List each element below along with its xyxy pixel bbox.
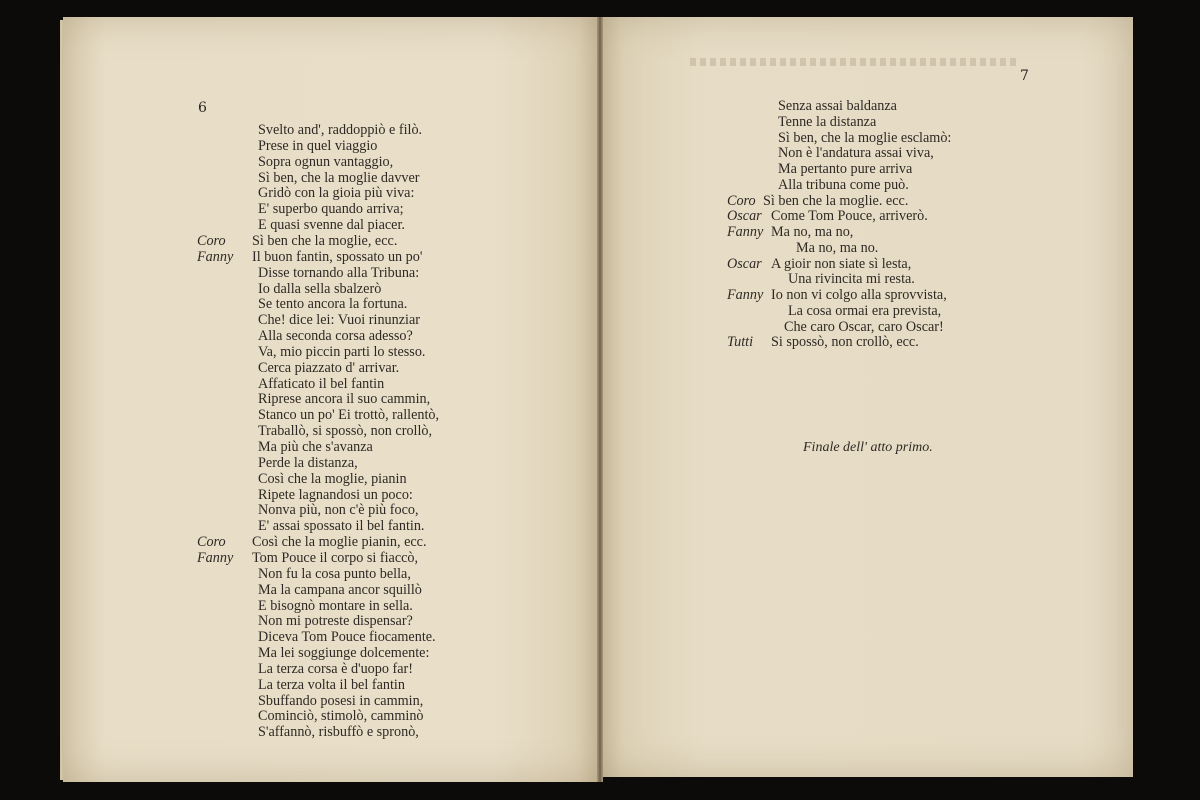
speaker-name: Fanny — [727, 224, 764, 240]
verse-line: Nonva più, non c'è più foco, — [258, 502, 419, 519]
verse-line: Io dalla sella sbalzerò — [258, 280, 382, 297]
verse-line: Ma pertanto pure arriva — [778, 161, 913, 177]
book-gutter — [597, 17, 603, 782]
verse-line: Che caro Oscar, caro Oscar! — [784, 318, 944, 335]
verse-line: Ma la campana ancor squillò — [258, 581, 422, 598]
verse-line: Se tento ancora la fortuna. — [258, 296, 408, 313]
speaker-name: Fanny — [197, 549, 234, 566]
bleed-through-border — [690, 58, 1020, 66]
verse-line: Sopra ognun vantaggio, — [258, 153, 394, 170]
verse-line: Io non vi colgo alla sprovvista, — [771, 287, 947, 303]
speaker-name: Tutti — [727, 334, 754, 351]
verse-line: Non mi potreste dispensar? — [258, 613, 413, 630]
verse-line: Ma no, ma no, — [771, 224, 854, 240]
verse-line: Senza assai baldanza — [778, 98, 897, 114]
speaker-name: Oscar — [727, 255, 762, 272]
verse-line: Alla seconda corsa adesso? — [258, 328, 413, 345]
speaker-name: Oscar — [727, 208, 762, 225]
verse-line: E' superbo quando arriva; — [258, 201, 404, 218]
verse-line: Affaticato il bel fantin — [258, 375, 385, 392]
speaker-name: Coro — [197, 534, 226, 551]
verse-line: Cominciò, stimolò, camminò — [258, 708, 424, 725]
verse-line: Ma no, ma no. — [796, 239, 879, 256]
verse-line: E quasi svenne dal piacer. — [258, 217, 405, 234]
verse-line: Sì ben che la moglie. ecc. — [763, 192, 909, 209]
page-number-right: 7 — [1020, 68, 1029, 84]
verse-line: Così che la moglie, pianin — [258, 470, 407, 487]
act-finale-heading: Finale dell' atto primo. — [803, 440, 933, 455]
verse-line: Una rivincita mi resta. — [788, 271, 915, 288]
verse-line: E bisognò montare in sella. — [258, 597, 413, 614]
verse-line: Traballò, si spossò, non crollò, — [258, 423, 433, 440]
verse-line: S'affannò, risbuffò e spronò, — [258, 724, 419, 741]
verse-line: Sbuffando posesi in cammin, — [258, 692, 424, 709]
verse-line: Svelto and', raddoppiò e filò. — [258, 122, 423, 138]
verse-line: La cosa ormai era prevista, — [788, 302, 942, 319]
verse-line: La terza volta il bel fantin — [258, 676, 405, 693]
page-number-left: 6 — [198, 100, 207, 116]
verse-line: A gioir non siate sì lesta, — [771, 255, 912, 272]
verse-line: Non fu la cosa punto bella, — [258, 565, 411, 582]
speaker-name: Fanny — [727, 287, 764, 303]
speaker-name: Coro — [197, 232, 226, 249]
verse-line: Si spossò, non crollò, ecc. — [771, 334, 919, 351]
verse-line: Il buon fantin, spossato un po' — [252, 248, 423, 265]
verse-line: Non è l'andatura assai viva, — [778, 145, 934, 162]
verse-line: Sì ben, che la moglie esclamò: — [778, 129, 952, 146]
verse-line: Va, mio piccin parti lo stesso. — [258, 343, 426, 360]
speaker-name: Coro — [727, 192, 756, 209]
verse-line: Ripete lagnandosi un poco: — [258, 486, 413, 503]
verse-line: Tom Pouce il corpo si fiaccò, — [252, 549, 419, 566]
verse-line: Sì ben che la moglie, ecc. — [252, 232, 398, 249]
verse-line: La terza corsa è d'uopo far! — [258, 660, 413, 677]
verse-line: Prese in quel viaggio — [258, 137, 378, 154]
verse-line: Che! dice lei: Vuoi rinunziar — [258, 312, 420, 329]
verse-line: Gridò con la gioia più viva: — [258, 185, 415, 202]
verse-line: Così che la moglie pianin, ecc. — [252, 534, 427, 551]
verse-line: E' assai spossato il bel fantin. — [258, 518, 425, 535]
verse-line: Perde la distanza, — [258, 454, 358, 471]
verse-line: Come Tom Pouce, arriverò. — [771, 208, 928, 225]
verse-line: Disse tornando alla Tribuna: — [258, 264, 420, 281]
verse-line: Ma più che s'avanza — [258, 439, 373, 455]
verse-line: Alla tribuna come può. — [778, 176, 909, 193]
verse-line: Diceva Tom Pouce fiocamente. — [258, 629, 436, 646]
verse-line: Stanco un po' Ei trottò, rallentò, — [258, 407, 440, 424]
verse-line: Ma lei soggiunge dolcemente: — [258, 645, 430, 662]
verse-line: Riprese ancora il suo cammin, — [258, 391, 431, 408]
verse-line: Sì ben, che la moglie davver — [258, 169, 420, 186]
verse-line: Cerca piazzato d' arrivar. — [258, 359, 400, 376]
verse-line: Tenne la distanza — [778, 113, 877, 130]
speaker-name: Fanny — [197, 248, 234, 265]
